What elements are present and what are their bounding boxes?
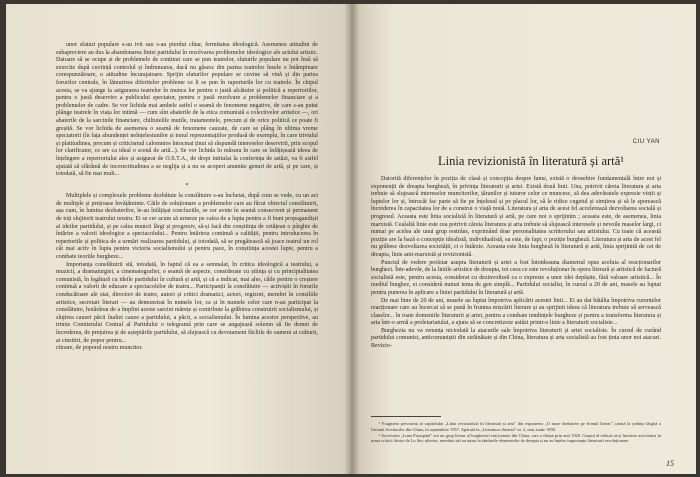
book-spread xyxy=(6,4,696,474)
footnote: ² Societatea „Luna Proaspătă” era un grup literar al burgheziei reacționare din China, care a ființat prin anii 1920. Grupul al trebuit să-și înceteze activitatea în urma criticii făcute de Lu Sin; ulterior, membrii săi au intrat în rândurile elementelor de dreapta și nu au înțeles importanța literaturii revoluționare. xyxy=(371,432,661,444)
footnote-rule xyxy=(371,416,441,417)
paragraph: Datorită diferențelor în poziția de clasă și concepția despre lume, există o deosebire fundamentală între noi și exponenții de dreapta burgheză, în privința literaturii și artei. Există două linii. Una, potrivit căreia literatura și arta trebuie să slujească intereselor muncitorilor, țăranilor și tuturor celor ce muncesc, să dea adevăratele expresie vieții și luptelor lor și, întrucât fac parte să fie pe înțelesul și pe placul lor, să le ridice cugetul și simțirea și să le sporească încrederea în capacitatea lor de a construi o viață nouă. Literatura și arta de acest fel accelerează dezvoltarea socială și progresul. Aceasta este linia socialistă în literatură și artă, pe care noi o sprijinim ; aceasta este, de asemenea, linia marxistă. Cealaltă linie este cea potrivit căreia literatura și arta trebuie să slujească interesele și nevoile maselor largi, ci numai pe acelea ale unui grup restrâns, exprimând doar personalitatea scriitorului sau artistului. Cu toate că această poziție are la bază o concepție idealistă, individualistă, ea este, de fapt, o poziție burgheză. Literatura și arta de acest fel nu grăbesc dezvoltarea societății, ci o întârzie. Aceasta este linia burgheză în literatură și artă, linia sprijinită de cei de dreapta, linie anti-marxistă și revizionistă. xyxy=(371,176,661,258)
footnote: ¹ Fragment prescurtat al capitolului „Linia revizionistă în literatură și artă” din expunerea „O mare dezbatere pe frontul literar”, ținută la ședința lărgită a Uniunii Scriitorilor din China, în septembrie 1957. Apărută în „Literatura chineză” nr. 2, mai–iunie 1958. xyxy=(371,421,661,432)
section-separator: * xyxy=(185,182,189,189)
left-page-text xyxy=(56,42,318,353)
right-page-text xyxy=(371,176,661,351)
article-author: CIU YAN xyxy=(632,139,660,145)
paragraph: Burghezia nu va renunța niciodată la atacurile sale împotriva literaturii și artei socialiste. În cursul de curând partidului comunist, anticomuniștii din străinătate și din China, literatura și arta socialistă au fost ținta unor noi atacuri. Revizio- xyxy=(371,327,661,350)
page-number: 15 xyxy=(666,459,674,468)
book-gutter xyxy=(344,4,360,474)
left-page xyxy=(6,4,351,474)
paragraph: Punctul de vedere proletar asupra literaturii și artei a fost întotdeauna diametral opus aceluia al reacționarilor burghezi. Într-adevăr, de la liniile artistice de dreapta, tot ceea ce este revoluționar în opera literară și artistică de factură socialistă este, pentru acesta, considerat cu dezinvoltură ca o expresie a unor idei depășite, fără valoare artistică... În mediul burghez, ei consideră numai tema de gen simplă... Partidului socialist, în cursul a 20 de ani, masele au luptat pentru punerea în aplicare a liniei partidului în literatură și artă. xyxy=(371,259,661,296)
footnotes xyxy=(371,421,661,444)
paragraph: De mai bine de 20 de ani, masele au luptat împotriva aplicării acestei linii... Ei au dat bătălia împotriva curentelor reacționare care au încercat să se pună în fruntea mișcării literare și au sprijinit ideea că literatura trebuie să servească claselor... în toate domeniile literaturii și artei, pentru a combate tendințele burgheze și pentru a transforma literatura și arta într-o armă a proletariatului, a ajuns să se concretizeze astăzi printr-o linie a literaturii socialiste... xyxy=(371,297,661,327)
right-page xyxy=(351,4,696,474)
paragraph: unor sfaturi populare s-au ivit sau s-au pierdut chiar, fermitatea ideologică. Asemenea atitudini de subapreciere au dus la abandonarea liniei partidului în rezolvarea problemelor ideologice ale actului artistic. Datoare să se ocupe și de problemele de conținut care se pun teatrelor, sfaturile populare nu pot însă să exercite după cuviință controlul și îndrumarea, dacă nu găsesc din partea teatrelor însele o întâmpinare corespunzătoare, o atitudine încurajatoare. Sprijin sfaturilor populare se cuvine să vină și din partea forurilor centrale, în lămurirea diferitelor probleme ce li se pun în raporturile lor cu teatrele. În chipul acesta, se va ajunge la asigurarea teatrelor în munca lor pentru o justă alcătuire și politică a repertoriilor, pentru o justă deservire a publicului spectator, pentru o justă rezolvare a problemelor financiare și a problemelor de cadre. Se vor lichida mai ambele astfel o seamă de fenomene negative, de care s-au putut plânge teatrele în viața lor intimă — cum sînt abaterile de la etica comunistă a colectivelor artistice —, ori abaterile de la sarcinile financiare, chiltuielile inutile, tratamentele, precum și de orice politică ce poate fi greșită. Se vor lichida de asemenea o seamă de fenomene cauzate, de care se plâng în ultima vreme spectatorii (în fața abundenței neînțelesiunilor și tonul reprezentațiilor produsă de exemplu, în care trivialul și platitudinea, precum și criticismul calomnios întocmai ținut să răspundă intereselor deservirii, prin scopul lor clarificator, ce are ca ideal o scenă de artă...). Se vor lichida în măsura în care se înfățișează ideea de înțelegere a repertoriului ales și asigurat de O.S.T.A., de drept intitulat la conferința de astăzi, va fi astfel ajutată să sfărâmă de incorectitudinea a se neglija și a nu se acoperi anumite genuri de artă, și pe care, și totodată, să fie mai mult... xyxy=(56,42,318,178)
paragraph: Multiplele și complexele probleme dezbătute la consfătuire s-au încheiat, după cum se vede, cu un act de multiple și prețioase învățăminte. Căile de soluționare a problemelor care au făcut obiectul consfătuirii, așa cum, în lumina dezbaterilor, le-au înfățișat concluziile, se cer avute în seamă consecvent și permanent de toți slujitorii teatrului nostru. Ei se cer acum să urmeze pe calea de a lupta pentru a fi buni propagandiști ai ideilor partidului, și pe calea muncii lărgi și progresiv, să-și facă din conștiința de cetățean o pârghie de întărire a valorii ideologice a spectacolului... Pentru întărirea continuă a calității, pentru introducerea în repertoriile și politica de a urmări realizarea partidului, și totodată, să se pregătească să joace teatrul un rol cât mai activ în lupta pentru victoria socialismului și pentru pace, în conștiința acestei lupte, pentru a combate teoriile burgheze... xyxy=(56,193,318,261)
paragraph: Importanța consfătuirii stă, totodată, în faptul că ea a semnalat, în critica ideologică a teatrului, a muzicii, a dramaturgiei, a cinematografiei, o seamă de aspecte, considerate cu știința și cu principialitatea comunistă, în legătură cu ideile partidului în cultură și artă, și că a indicat, mai ales, căile pentru o creștere continuă a valorii de educare a spectacolelor de teatru... Participanții la consfătuire — activiștii în forurile conducătoare ale stat, directori de teatre, autori și critici dramatici, actori, regizori, membri în consiliile artistice, secretari literari — au demonstrat în numele lor, ca și în numele celor care n-au participat la consfătuire, hotărârea de a împlini aceste sarcini mărețe și contribuie la grăbirea construirii socialismului, și slujirea cauzei păcii înaltei cauze a partidului, a păcii, a socialismului. În lumina acestor perspective, au trimis Comitetului Central al Partidului o telegramă prin care se angajează solemn să fie demni de încrederea, de prețuirea și de așteptările partidului, să slujească cu devotament făcliile de oameni ai culturii, ai cinstirii, de popor pentru... xyxy=(56,261,318,344)
article-title: Linia revizionistă în literatură și artă¹ xyxy=(438,154,624,168)
paragraph: citoare, de poporul nostru muncitor. xyxy=(56,345,143,352)
